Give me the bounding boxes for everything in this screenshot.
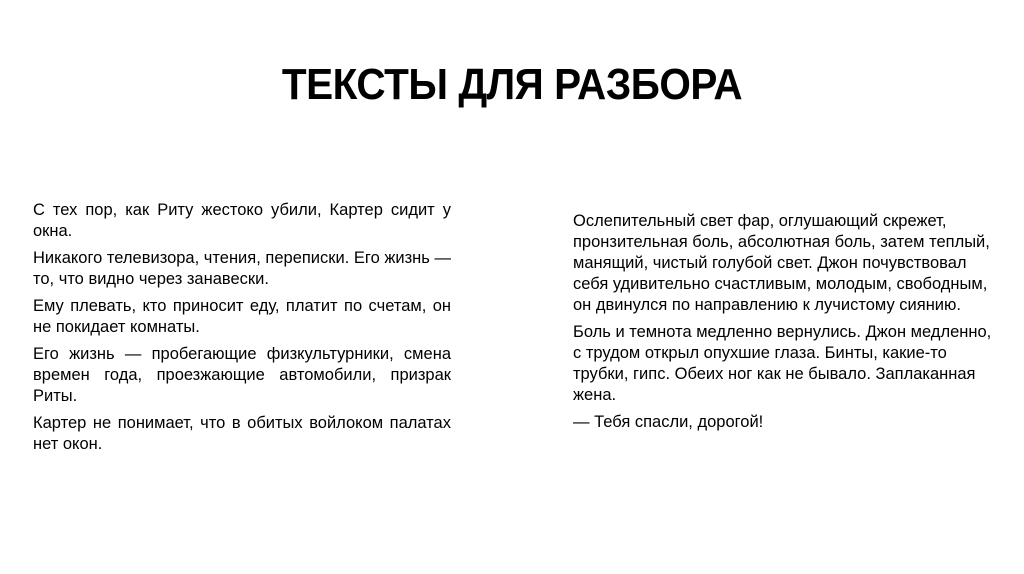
left-paragraph-2: Никакого телевизора, чтения, переписки. Его жизнь — то, что видно через занавески. [33,249,451,288]
left-paragraph-4: Его жизнь — пробегающие физкультурники, смена времен года, проезжающие автомобили, призрак Риты. [33,345,451,405]
left-text-column [33,200,451,461]
right-paragraph-3: — Тебя спасли, дорогой! [573,413,764,431]
left-paragraph-1: С тех пор, как Риту жестоко убили, Картер сидит у окна. [33,201,451,240]
slide-title: ТЕКСТЫ ДЛЯ РАЗБОРА [281,60,743,109]
left-paragraph-5: Картер не понимает, что в обитых войлоком палатах нет окон. [33,414,451,453]
right-paragraph-2: Боль и темнота медленно вернулись. Джон медленно, с трудом открыл опухшие глаза. Бинты, какие-то трубки, гипс. Обеих ног как не бывало. Заплаканная жена. [573,323,992,404]
left-paragraph-3: Ему плевать, кто приносит еду, платит по счетам, он не покидает комнаты. [33,297,451,336]
right-text-column [573,211,993,439]
right-paragraph-1: Ослепительный свет фар, оглушающий скрежет, пронзительная боль, абсолютная боль, затем теплый, манящий, чистый голубой свет. Джон почувствовал себя удивительно счастливым, молодым, свободным, он двинулся по направлению к лучистому сиянию. [573,212,990,314]
